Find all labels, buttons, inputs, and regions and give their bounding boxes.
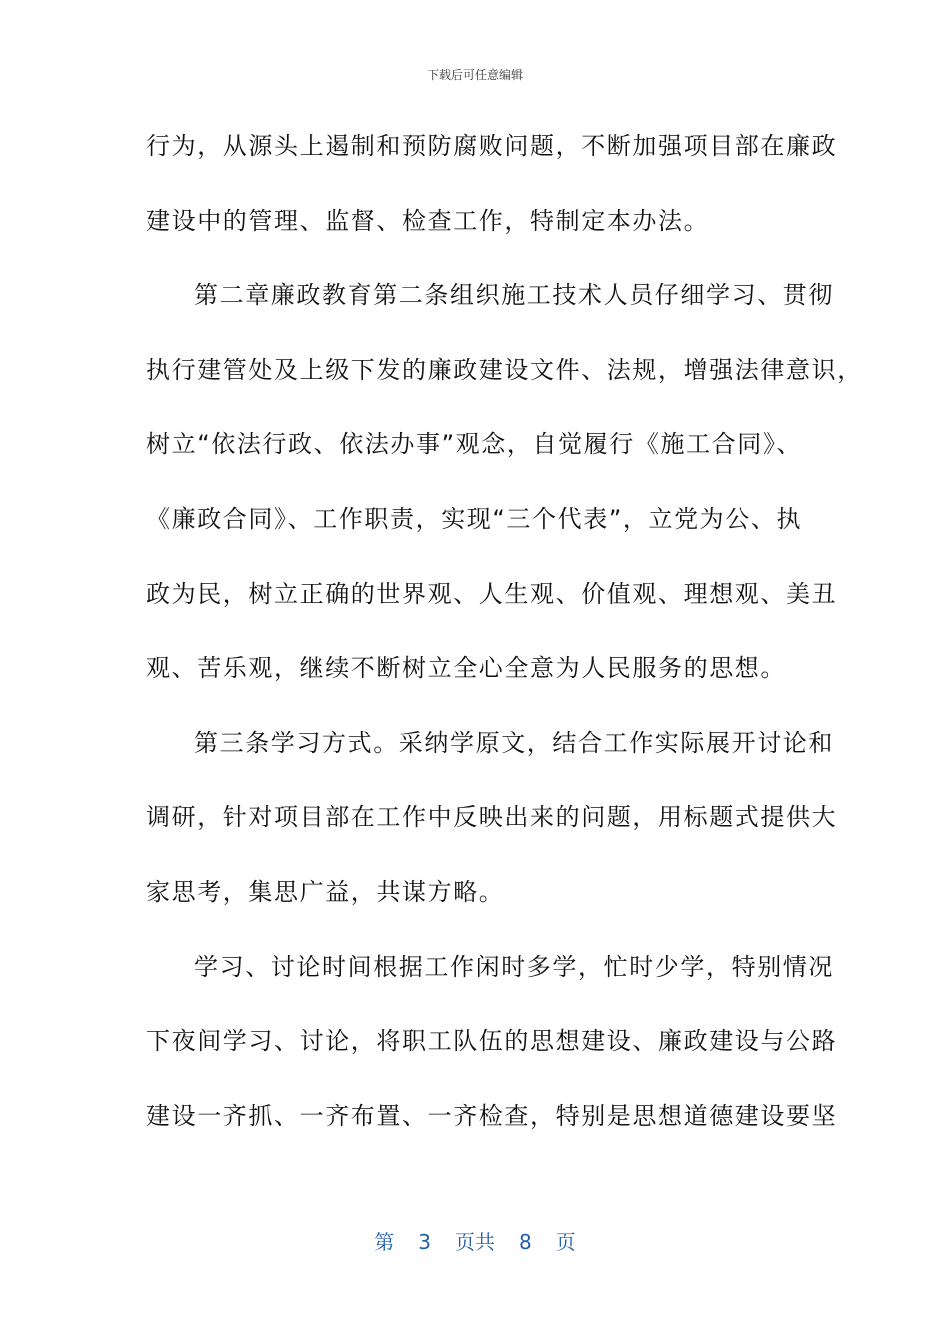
paragraph-line: 观、苦乐观，继续不断树立全心全意为人民服务的思想。 <box>146 654 786 683</box>
paragraph-line: 下夜间学习、讨论，将职工队伍的思想建设、廉政建设与公路 <box>146 1027 838 1056</box>
paragraph-line: 政为民，树立正确的世界观、人生观、价值观、理想观、美丑 <box>146 579 838 608</box>
footer-prefix: 第 <box>374 1230 395 1254</box>
paragraph-line: 家思考，集思广益，共谋方略。 <box>146 877 505 906</box>
document-body <box>146 121 863 1165</box>
paragraph-line: 执行建管处及上级下发的廉政建设文件、法规，增强法律意识， <box>146 355 863 384</box>
footer-suffix: 页 <box>555 1230 576 1254</box>
paragraph-line: 调研，针对项目部在工作中反映出来的问题，用标题式提供大 <box>146 803 838 832</box>
paragraph-line: 学习、讨论时间根据工作闲时多学，忙时少学，特别情况 <box>194 952 834 981</box>
footer-middle: 页共 <box>455 1230 495 1254</box>
paragraph-line: 第三条学习方式。采纳学原文，结合工作实际展开讨论和 <box>194 728 834 757</box>
paragraph-line: 《廉政合同》、工作职责，实现“三个代表”，立党为公、执 <box>146 504 803 533</box>
total-pages-number: 8 <box>519 1230 532 1254</box>
page-footer <box>0 1226 950 1255</box>
page-header: 下载后可任意编辑 <box>426 68 523 82</box>
paragraph-line: 建设一齐抓、一齐布置、一齐检查，特别是思想道德建设要坚 <box>146 1101 838 1130</box>
paragraph-line: 建设中的管理、监督、检查工作，特制定本办法。 <box>146 206 710 235</box>
paragraph-line: 第二章廉政教育第二条组织施工技术人员仔细学习、贯彻 <box>194 281 834 310</box>
paragraph-line: 树立“依法行政、依法办事”观念，自觉履行《施工合同》、 <box>146 430 803 459</box>
current-page-number: 3 <box>418 1230 431 1254</box>
paragraph-line: 行为，从源头上遏制和预防腐败问题，不断加强项目部在廉政 <box>146 132 838 160</box>
